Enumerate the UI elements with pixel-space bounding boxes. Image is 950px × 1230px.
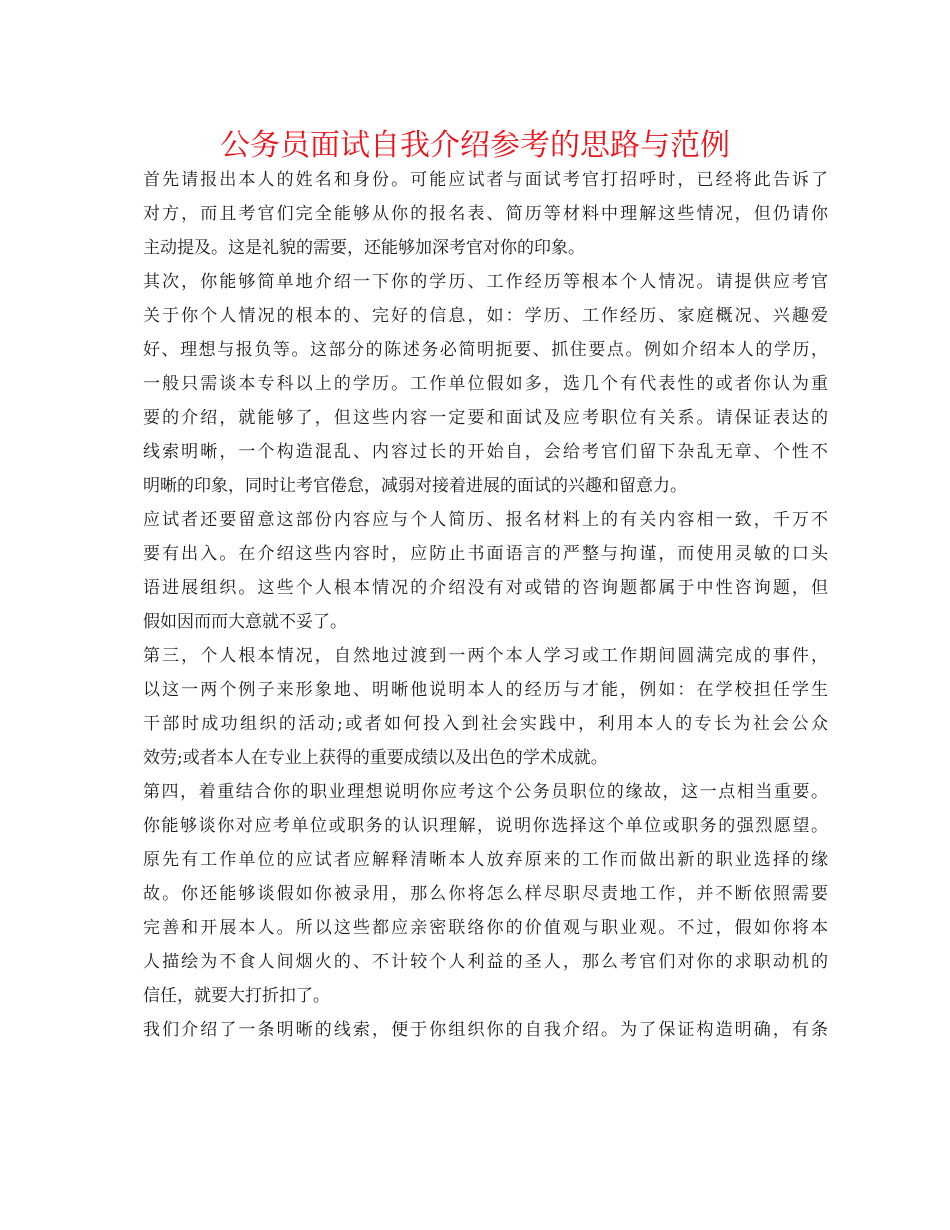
- body-line: 以这一两个例子来形象地、明晰他说明本人的经历与才能，例如：在学校担任学生: [143, 680, 828, 700]
- body-line: 要的介绍，就能够了，但这些内容一定要和面试及应考职位有关系。请保证表达的: [143, 408, 828, 428]
- body-line: 关于你个人情况的根本的、完好的信息，如：学历、工作经历、家庭概况、兴趣爱: [143, 306, 828, 326]
- body-line: 假如因而而大意就不妥了。: [143, 612, 347, 632]
- body-line: 信任，就要大打折扣了。: [143, 986, 330, 1006]
- body-line: 要有出入。在介绍这些内容时，应防止书面语言的严整与拘谨，而使用灵敏的口头: [143, 544, 828, 564]
- body-line: 好、理想与报负等。这部分的陈述务必简明扼要、抓住要点。例如介绍本人的学历，: [143, 340, 828, 360]
- body-line: 干部时成功组织的活动;或者如何投入到社会实践中，利用本人的专长为社会公众: [143, 714, 828, 734]
- body-line: 语进展组织。这些个人根本情况的介绍没有对或错的咨询题都属于中性咨询题，但: [143, 578, 828, 598]
- body-line: 首先请报出本人的姓名和身份。可能应试者与面试考官打招呼时，已经将此告诉了: [143, 170, 828, 190]
- document-title: 公务员面试自我介绍参考的思路与范例: [220, 128, 730, 163]
- body-line: 一般只需谈本专科以上的学历。工作单位假如多，选几个有代表性的或者你认为重: [143, 374, 828, 394]
- body-line: 我们介绍了一条明晰的线索，便于你组织你的自我介绍。为了保证构造明确，有条: [143, 1020, 828, 1040]
- body-line: 主动提及。这是礼貌的需要，还能够加深考官对你的印象。: [143, 238, 585, 258]
- document-body: [143, 163, 828, 1047]
- body-line: 对方，而且考官们完全能够从你的报名表、简历等材料中理解这些情况，但仍请你: [143, 204, 828, 224]
- body-line: 你能够谈你对应考单位或职务的认识理解，说明你选择这个单位或职务的强烈愿望。: [143, 816, 828, 836]
- body-line: 应试者还要留意这部份内容应与个人简历、报名材料上的有关内容相一致，千万不: [143, 510, 828, 530]
- body-line: 线索明晰，一个构造混乱、内容过长的开始自，会给考官们留下杂乱无章、个性不: [143, 442, 828, 462]
- body-line: 其次，你能够简单地介绍一下你的学历、工作经历等根本个人情况。请提供应考官: [143, 272, 828, 292]
- body-line: 效劳;或者本人在专业上获得的重要成绩以及出色的学术成就。: [143, 748, 608, 768]
- body-line: 故。你还能够谈假如你被录用，那么你将怎么样尽职尽责地工作，并不断依照需要: [143, 884, 828, 904]
- body-line: 第三，个人根本情况，自然地过渡到一两个本人学习或工作期间圆满完成的事件，: [143, 646, 828, 666]
- body-line: 人描绘为不食人间烟火的、不计较个人利益的圣人，那么考官们对你的求职动机的: [143, 952, 828, 972]
- body-line: 完善和开展本人。所以这些都应亲密联络你的价值观与职业观。不过，假如你将本: [143, 918, 828, 938]
- body-line: 第四，着重结合你的职业理想说明你应考这个公务员职位的缘故，这一点相当重要。: [143, 782, 828, 802]
- body-line: 明晰的印象，同时让考官倦怠，减弱对接着进展的面试的兴趣和留意力。: [143, 476, 687, 496]
- body-line: 原先有工作单位的应试者应解释清晰本人放弃原来的工作而做出新的职业选择的缘: [143, 850, 828, 870]
